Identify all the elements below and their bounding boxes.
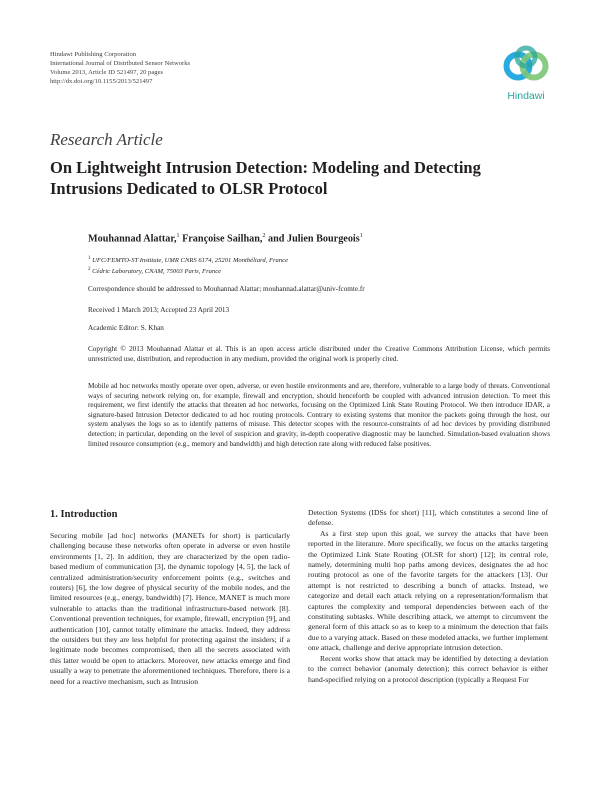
body-paragraph: As a first step upon this goal, we survey the attacks that have been reported in the literature. More specifically, we focus on the attacks targeting the Optimized Link State Routing (OLSR for short) [12]; its central role, namely, determining multi hop paths among devices, designates the ad hoc routing protocol as one of the favorite targets for the attackers [13]. Our attempt is not restricted to describing a bunch of attacks. Instead, we categorize and detail each attack relying on a representation/formalism that captures the complexity and temporal dependencies between each of the constituting subtasks. While describing attack, we attempt to circumvent the general form of this attack so as to keep to a minimum the detection that fails due to a varying attack. Based on these modeled attacks, we further implement one attack, challenge and derive appropriate intrusion detection. — [308, 528, 548, 653]
affiliation-text: UFC/FEMTO-ST Institute, UMR CNRS 6174, 25201 Montbéliard, France — [90, 257, 288, 265]
body-paragraph: Detection Systems (IDSs for short) [11], which constitutes a second line of defense. — [308, 508, 548, 528]
doi-link[interactable]: http://dx.doi.org/10.1155/2013/521497 — [50, 78, 153, 85]
affiliation-item — [88, 254, 550, 265]
volume-info: Volume 2013, Article ID 521497, 20 pages — [50, 69, 164, 76]
author-affil-marker: 1 — [176, 233, 180, 239]
academic-editor: Academic Editor: S. Khan — [88, 324, 164, 332]
journal-header — [50, 50, 190, 86]
author-list — [88, 232, 550, 244]
body-column-right — [308, 508, 548, 685]
body-paragraph: Securing mobile [ad hoc] networks (MANETs for short) is particularly challenging because these networks often operate in adverse or even hostile environments [1, 2]. In addition, they are characterized by the open radio-based medium of communication [3], the dynamic topology [4, 5], the lack of centralized administration/security enforcement points (e.g., switches and routers) [6], the low degree of physical security of the mobile nodes, and the limited resources (e.g., energy, bandwidth) [7]. Hence, MANET is much more vulnerable to attacks than the traditional infrastructure-based network [8]. Conventional prevention techniques, for example, firewall, encryption [9], and authentication [10], cannot totally eliminate the attacks. Indeed, they address the outsiders but they are less helpful for protecting against the insiders; if a legitimate node becomes compromised, then all the secrets associated with this latter would be open to attackers. Moreover, new attacks emerge and find usually a way to penetrate the aforementioned techniques. Therefore, there is a need for a reactive mechanism, such as Intrusion — [50, 531, 290, 686]
received-accepted-dates: Received 1 March 2013; Accepted 23 April 2013 — [88, 306, 230, 314]
affiliation-marker: 2 — [88, 267, 91, 273]
hindawi-logo — [494, 44, 558, 106]
author-name: Françoise Sailhan, — [179, 233, 263, 245]
author-affil-marker: 1 — [359, 233, 363, 239]
affiliation-text: Cédric Laboratory, CNAM, 75003 Paris, France — [90, 268, 222, 276]
body-paragraph: Recent works show that attack may be identified by detecting a deviation to the correct behavior (anomaly detection); this correct behavior is either hand-specified relying on a protocol description (typically a Request For — [308, 653, 548, 684]
publisher-name: Hindawi Publishing Corporation — [50, 51, 137, 58]
author-name: Mouhannad Alattar, — [88, 233, 177, 245]
section-heading: 1. Introduction — [50, 509, 118, 520]
abstract: Mobile ad hoc networks mostly operate over open, adverse, or even hostile environments and are, therefore, vulnerable to a large body of threats. Conventional ways of securing network relying on, for example, firewall and encryption, should henceforth be coupled with advanced intrusion detection. To meet this requirement, we first identify the attacks that threaten ad hoc networks, focusing on the Optimized Link State Routing Protocol. We then introduce IDAR, a signature-based Intrusion Detector dedicated to ad hoc routing protocols. Contrary to existing systems that monitor the packets going through the host, our system analyses the logs so as to identify patterns of misuse. This detector scopes with the resource-constraints of ad hoc devices by providing distributed detection; in particular, depending on the level of suspicion and gravity, in-depth cooperative diagnostic may be launched. Simulation-based evaluation shows limited resource consumption (e.g., memory and bandwidth) and high detection rate along with reduced false positives. — [88, 382, 550, 448]
article-type: Research Article — [50, 130, 163, 149]
paper-title: On Lightweight Intrusion Detection: Modeling and Detecting Intrusions Dedicated to OLSR Protocol — [50, 158, 481, 198]
affiliation-item — [88, 265, 550, 276]
hindawi-logo-icon — [501, 44, 551, 88]
journal-name: International Journal of Distributed Sensor Networks — [50, 60, 191, 67]
correspondence-note: Correspondence should be addressed to Mouhannad Alattar; mouhannad.alattar@univ-fcomte.fr — [88, 285, 365, 293]
body-column-left — [50, 508, 290, 687]
author-affil-marker: 2 — [262, 233, 266, 239]
affiliation-marker: 1 — [88, 256, 91, 261]
logo-brand-text: Hindawi — [507, 90, 545, 102]
affiliations — [88, 254, 550, 276]
copyright-notice: Copyright © 2013 Mouhannad Alattar et al. This is an open access article distributed under the Creative Commons Attribution License, which permits unrestricted use, distribution, and reproduction in any medium, provided the original work is properly cited. — [88, 345, 550, 363]
author-name: and Julien Bourgeois — [265, 233, 360, 245]
